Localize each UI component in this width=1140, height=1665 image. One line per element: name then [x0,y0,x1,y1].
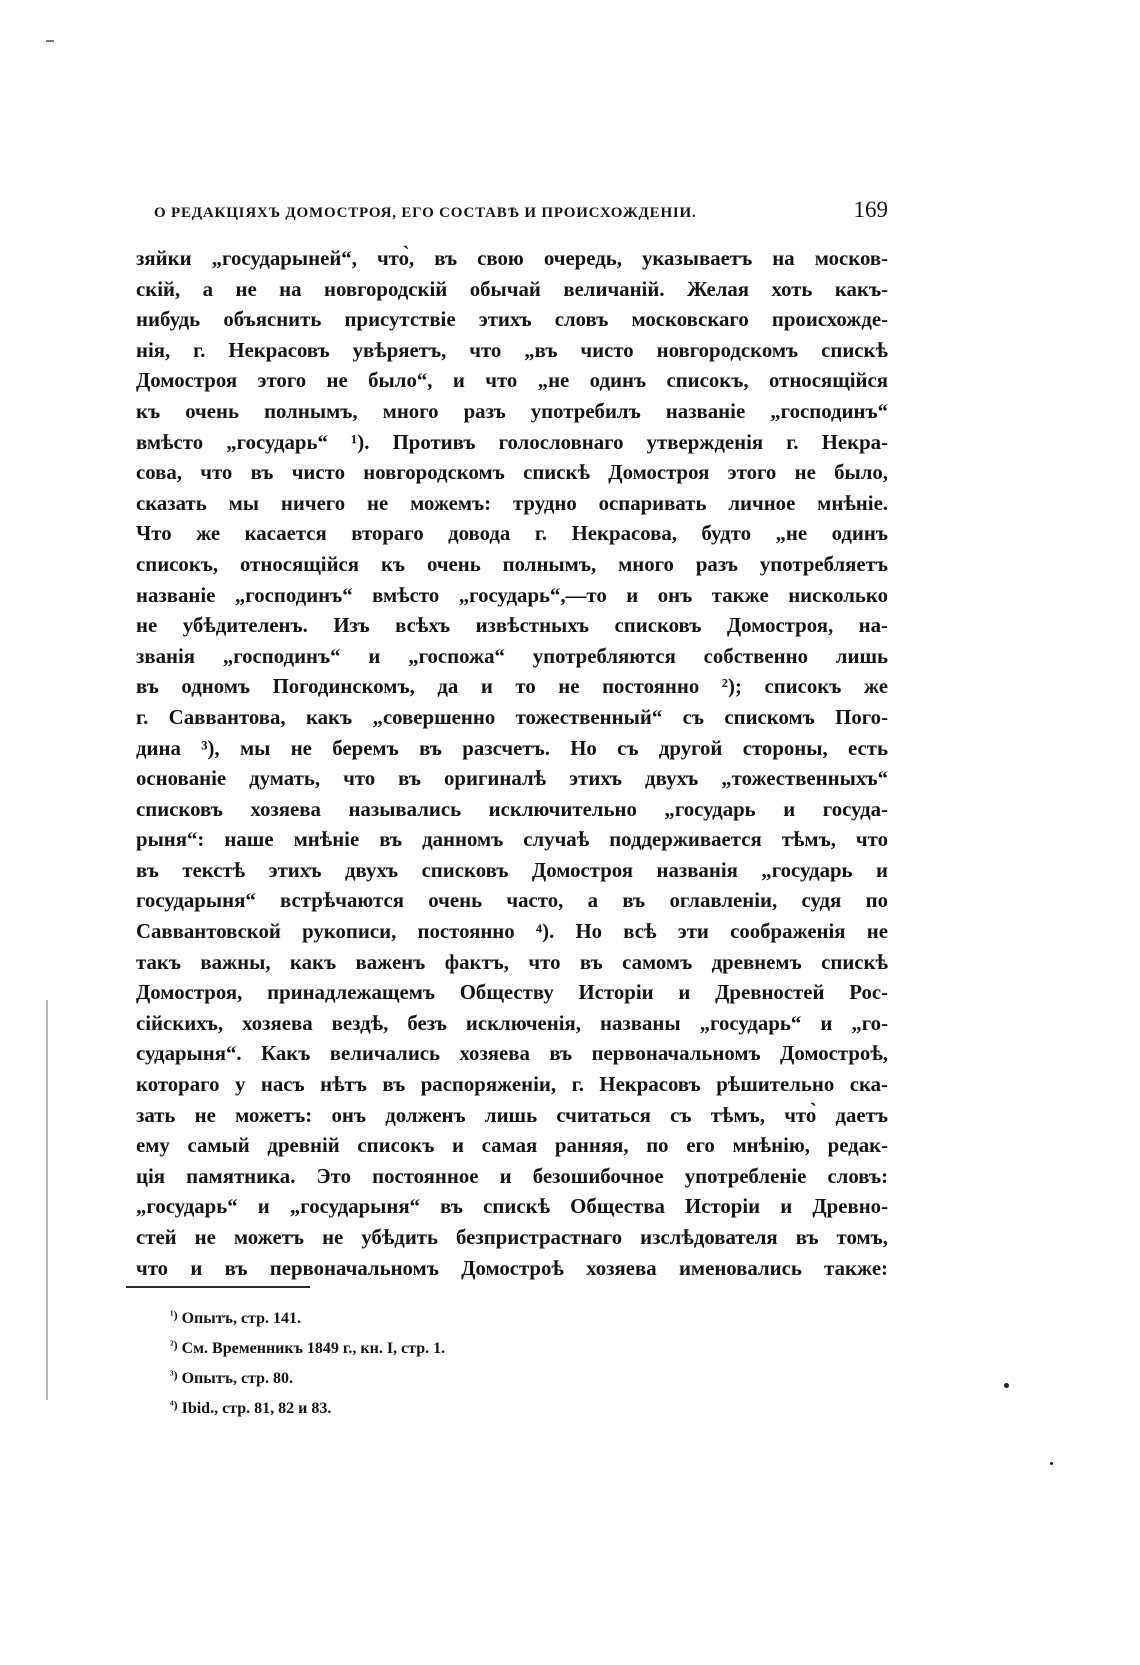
scan-edge-shadow [46,1000,48,1400]
body-line: Домостроя, принадлежащемъ Обществу Исторіи и Древностей Рос- [136,981,888,1005]
body-line: списокъ, относящійся къ очень полнымъ, много разъ употребляетъ [136,552,888,576]
footnote-text: Опытъ, стр. 141. [177,1310,301,1327]
footnote [170,1332,770,1362]
footnote-text: Опытъ, стр. 80. [177,1370,293,1387]
running-title: О РЕДАКЦІЯХЪ ДОМОСТРОЯ, ЕГО СОСТАВѢ И ПРОИСХОЖДЕНІИ. [154,205,697,221]
footnote-marker: ²) [170,1338,178,1352]
footnote [170,1362,770,1392]
body-line: скій, а не на новгородскій обычай величаній. Желая хоть какъ- [136,277,888,301]
body-line: нія, г. Некрасовъ увѣряетъ, что „въ чисто новгородскомъ спискѣ [136,338,888,362]
body-line: въ текстѣ этихъ двухъ списковъ Домостроя названія „государь и [136,858,888,882]
body-line: ція памятника. Это постоянное и безошибочное употребленіе словъ: [136,1164,888,1188]
footnote-rule [126,1286,310,1288]
body-line: такъ важны, какъ важенъ фактъ, что въ самомъ древнемъ спискѣ [136,950,888,974]
body-line: сударыня“. Какъ величались хозяева въ первоначальномъ Домостроѣ, [136,1042,888,1066]
body-line: вмѣсто „государь“ ¹). Противъ голословнаго утвержденія г. Некра- [136,430,888,454]
footnote [170,1392,770,1422]
page-number: 169 [853,197,888,222]
footnote-text: Ibid., стр. 81, 82 и 83. [177,1400,332,1417]
scan-speck [1004,1383,1009,1388]
footnotes [170,1302,770,1422]
body-line: къ очень полнымъ, много разъ употребилъ названіе „господинъ“ [136,399,888,423]
body-line: ему самый древній списокъ и самая ранняя, по его мнѣнію, редак- [136,1134,888,1158]
body-line: стей не можетъ не убѣдить безпристрастнаго изслѣдователя въ томъ, [136,1226,888,1249]
body-line: въ одномъ Погодинскомъ, да и то не постоянно ²); списокъ же [136,675,888,699]
body-text [136,244,888,1284]
body-line: „государь“ и „государыня“ въ спискѣ Общества Исторіи и Древно- [136,1195,888,1219]
body-line: котораго у насъ нѣтъ въ распоряженіи, г. Некрасовъ рѣшительно ска- [136,1073,888,1097]
scan-edge-mark [46,40,54,42]
body-line: зать не можетъ: онъ долженъ лишь считаться съ тѣмъ, что̀ даетъ [136,1103,888,1127]
scan-speck [1050,1462,1053,1465]
body-line: не убѣдителенъ. Изъ всѣхъ извѣстныхъ списковъ Домостроя, на- [136,614,888,638]
body-line: званія „господинъ“ и „госпожа“ употребляются собственно лишь [136,644,888,668]
body-line: сова, что въ чисто новгородскомъ спискѣ Домостроя этого не было, [136,461,888,485]
body-line: дина ³), мы не беремъ въ разсчетъ. Но съ другой стороны, есть [136,736,888,760]
body-line: Что же касается втораго довода г. Некрасова, будто „не одинъ [136,522,888,546]
running-head [150,197,888,227]
body-line: государыня“ встрѣчаются очень часто, а въ оглавленіи, судя по [136,889,888,913]
footnote-marker: ³) [170,1368,178,1382]
body-line: списковъ хозяева назывались исключительно „государь и госуда- [136,797,888,821]
body-line: нибудь объяснить присутствіе этихъ словъ московскаго происхожде- [136,308,888,332]
body-line: что и въ первоначальномъ Домостроѣ хозяева именовались также: [136,1256,888,1280]
footnote [170,1302,770,1332]
body-line: Домостроя этого не было“, и что „не одинъ списокъ, относящійся [136,369,888,393]
body-line: Саввантовской рукописи, постоянно ⁴). Но всѣ эти соображенія не [136,920,888,944]
body-line: названіе „господинъ“ вмѣсто „государь“,—то и онъ также нисколько [136,583,888,607]
body-line: основаніе думать, что въ оригиналѣ этихъ двухъ „тожественныхъ“ [136,767,888,791]
body-line: г. Саввантова, какъ „совершенно тожественный“ съ спискомъ Пого- [136,705,888,729]
body-line: сказать мы ничего не можемъ: трудно оспаривать личное мнѣніе. [136,491,888,515]
footnote-marker: ¹) [170,1308,178,1322]
footnote-marker: ⁴) [170,1398,178,1412]
footnote-text: См. Временникъ 1849 г., кн. I, стр. 1. [177,1340,446,1357]
body-line: зяйки „государыней“, что̀, въ свою очередь, указываетъ на москов- [136,247,888,270]
body-line: сійскихъ, хозяева вездѣ, безъ исключенія, названы „государь“ и „го- [136,1011,888,1035]
body-line: рыня“: наше мнѣніе въ данномъ случаѣ поддерживается тѣмъ, что [136,828,888,852]
